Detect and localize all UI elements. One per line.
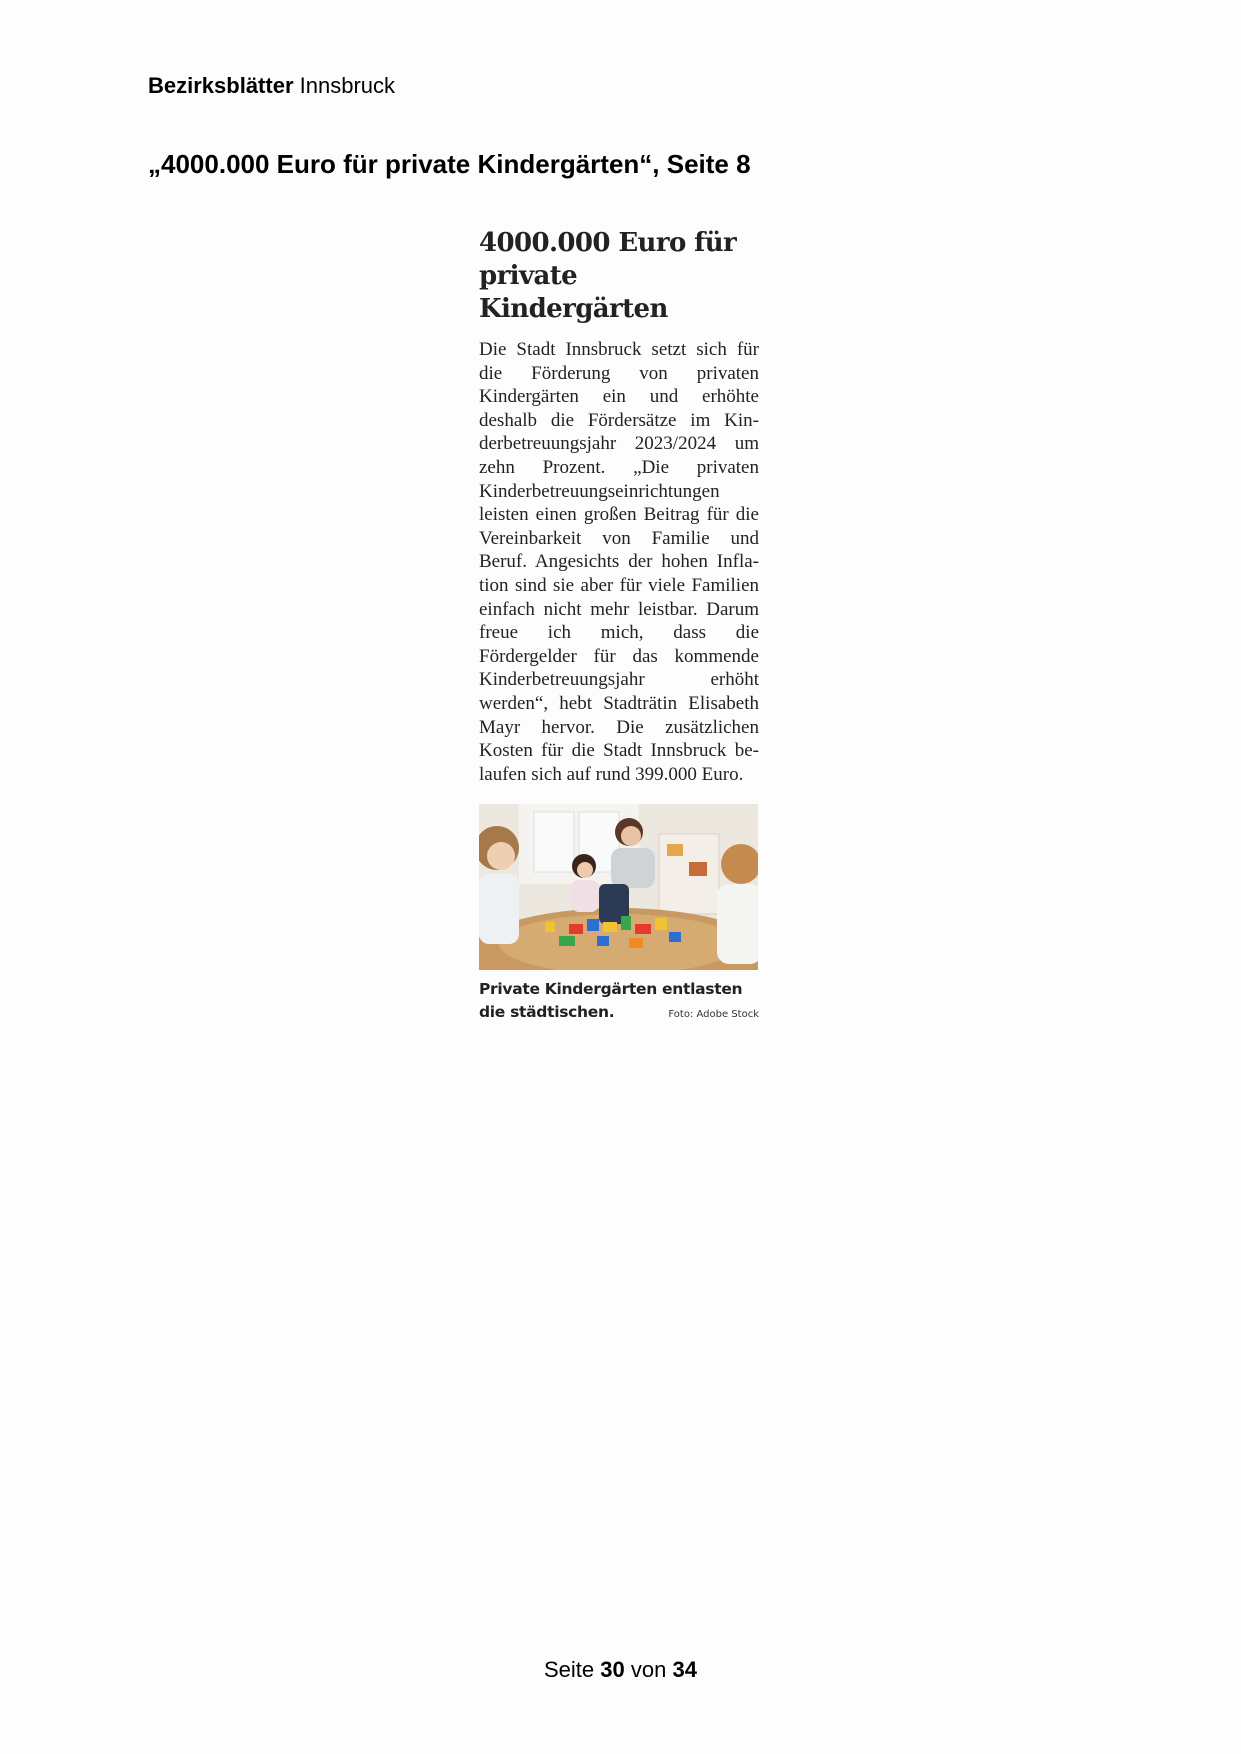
kindergarten-photo (479, 804, 758, 970)
document-title: „4000.000 Euro für private Kindergärten“, Seite 8 (148, 149, 751, 179)
publication-region: Innsbruck (299, 73, 396, 98)
page-number (0, 1656, 1241, 1684)
current-page: 30 (600, 1657, 625, 1682)
article-body: Die Stadt Innsbruck setzt sich für die Förderung von privaten Kindergärten ein und erhöhte deshalb die Fördersätze im Kinderbetreuungsjahr 2023/2024 um zehn Prozent. „Die privaten Kinderbetreuungseinrichtungen leisten einen großen Beitrag für die Vereinbarkeit von Familie und Beruf. Angesichts der hohen Inflation sind sie aber für viele Familien einfach nicht mehr leistbar. Darum freue ich mich, dass die Fördergelder für das kommende Kinderbetreuungsjahr erhöht werden“, hebt Stadträtin Elisabeth Mayr hervor. Die zusätzlichen Kosten für die Stadt Innsbruck belaufen sich auf rund 399.000 Euro. (479, 339, 759, 785)
publication-header (148, 72, 395, 100)
article-headline (479, 227, 759, 326)
headline-line-1: 4000.000 Euro für (479, 228, 737, 258)
headline-line-2: private Kindergärten (479, 261, 668, 324)
page-separator: von (630, 1657, 667, 1682)
publication-name: Bezirksblätter (148, 73, 294, 98)
photo-caption: Private Kindergärten entlasten die städtischen. (479, 980, 743, 1022)
photo-credit: Foto: Adobe Stock (668, 1009, 759, 1021)
photo-caption-row (479, 978, 759, 1026)
page-prefix: Seite (544, 1657, 595, 1682)
total-pages: 34 (672, 1657, 697, 1682)
newspaper-clipping (479, 227, 759, 1026)
